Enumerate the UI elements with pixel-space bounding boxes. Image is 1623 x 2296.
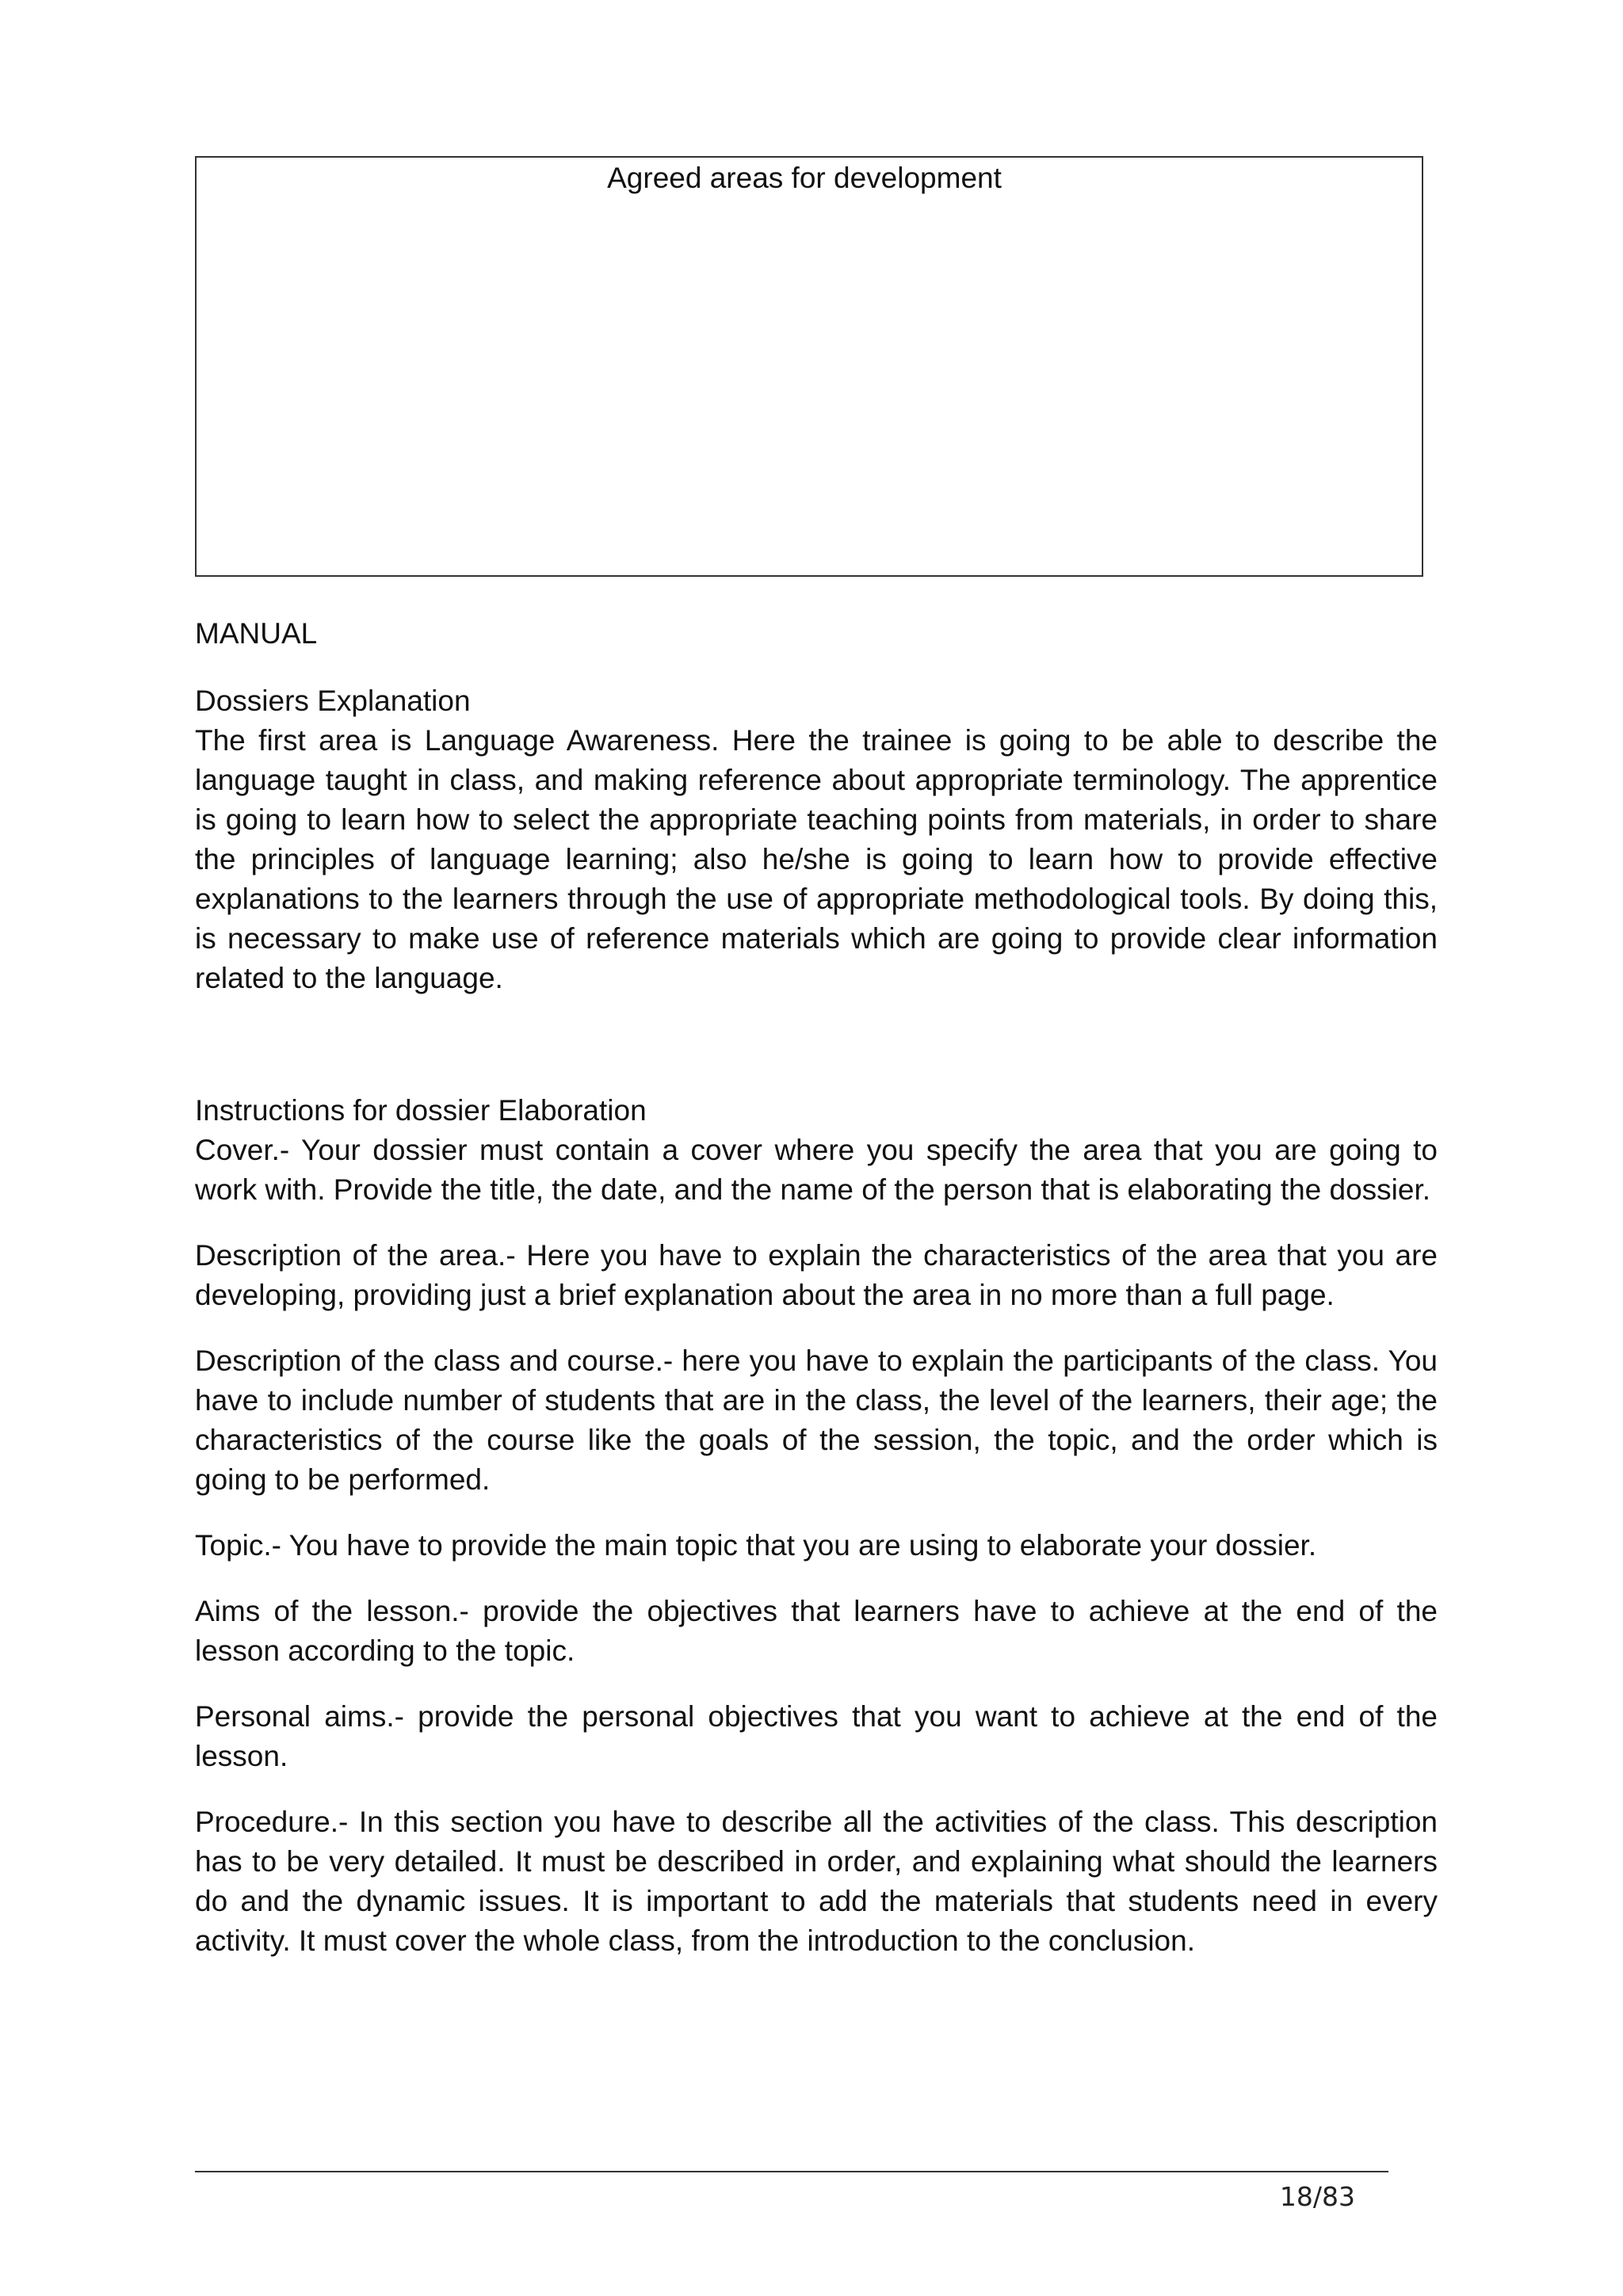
instructions-heading: Instructions for dossier Elaboration bbox=[195, 1094, 647, 1127]
footer-divider bbox=[195, 2171, 1388, 2172]
personal-aims-paragraph: Personal aims.- provide the personal objectives that you want to achieve at the end of the lesson. bbox=[195, 1700, 1438, 1772]
manual-label: MANUAL bbox=[195, 617, 318, 650]
dossiers-paragraph: The first area is Language Awareness. Here the trainee is going to be able to describe the language taught in class, and making reference about appropriate terminology. The apprentice is going to learn how to select the appropriate teaching points from materials, in order to share the principles of language learning; also he/she is going to learn how to provide effective explanations to the learners through the use of appropriate methodological tools. By doing this, is necessary to make use of reference materials which are going to provide clear information related to the language. bbox=[195, 724, 1438, 994]
dossiers-heading: Dossiers Explanation bbox=[195, 685, 471, 717]
development-areas-box bbox=[195, 156, 1423, 577]
lesson-aims-paragraph: Aims of the lesson.- provide the objectives that learners have to achieve at the end of the lesson according to the topic. bbox=[195, 1595, 1438, 1667]
procedure-paragraph: Procedure.- In this section you have to describe all the activities of the class. This description has to be very detailed. It must be described in order, and explaining what should the learners do and the dynamic issues. It is important to add the materials that students need in every activity. It must cover the whole class, from the introduction to the conclusion. bbox=[195, 1806, 1438, 1957]
document-body bbox=[195, 614, 1438, 1961]
area-description-paragraph: Description of the area.- Here you have to explain the characteristics of the area that you are developing, providing just a brief explanation about the area in no more than a full page. bbox=[195, 1239, 1438, 1311]
page-number: 18/83 bbox=[1279, 2181, 1355, 2212]
development-areas-title: Agreed areas for development bbox=[607, 162, 1002, 194]
class-course-paragraph: Description of the class and course.- here you have to explain the participants of the class. You have to include number of students that are in the class, the level of the learners, their age; the characteristics of the course like the goals of the session, the topic, and the order which is going to be performed. bbox=[195, 1344, 1438, 1496]
cover-paragraph: Cover.- Your dossier must contain a cover where you specify the area that you are going to work with. Provide the title, the date, and the name of the person that is elaborating the dossier. bbox=[195, 1134, 1438, 1206]
topic-paragraph: Topic.- You have to provide the main topic that you are using to elaborate your dossier. bbox=[195, 1529, 1317, 1562]
